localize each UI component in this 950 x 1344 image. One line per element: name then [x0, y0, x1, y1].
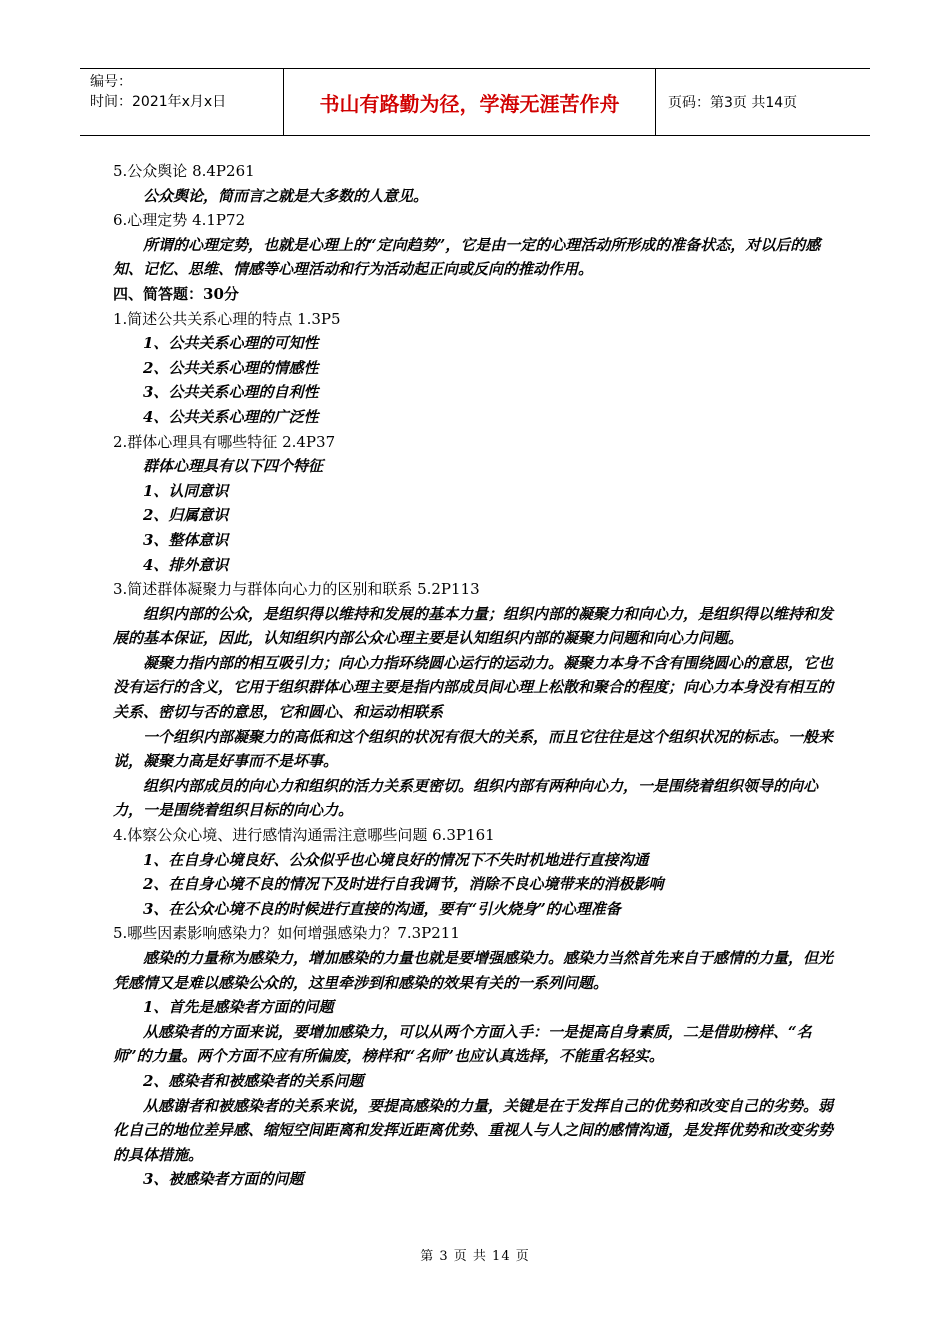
answer-paragraph: 从感染者的方面来说，要增加感染力，可以从两个方面入手：一是提高自身素质，二是借助榜样、“名师”的力量。两个方面不应有所偏废，榜样和“名师”也应认真选择，不能重名轻实。 [113, 1022, 812, 1066]
section-heading: 四、简答题：30分 [113, 284, 239, 303]
answer-paragraph: 2、在自身心境不良的情况下及时进行自我调节，消除不良心境带来的消极影响 [143, 875, 664, 894]
question-line: 1.简述公共关系心理的特点 1.3P5 [113, 309, 341, 328]
answer-paragraph: 1、在自身心境良好、公众似乎也心境良好的情况下不失时机地进行直接沟通 [143, 850, 649, 869]
answer-paragraph: 3、公共关系心理的自利性 [143, 383, 319, 402]
answer-paragraph: 感染的力量称为感染力，增加感染的力量也就是要增强感染力。感染力当然首先来自于感情的力量，但光凭感情又是难以感染公众的，这里牵涉到和感染的效果有关的一系列问题。 [113, 949, 834, 992]
page-header [80, 68, 870, 136]
motto: 书山有路勤为径，学海无涯苦作舟 [283, 69, 656, 135]
header-info [80, 69, 283, 135]
page-footer: 第 3 页 共 14 页 [420, 1249, 530, 1264]
answer-paragraph: 2、公共关系心理的情感性 [143, 358, 319, 377]
answer-paragraph: 群体心理具有以下四个特征 [143, 457, 324, 476]
answer-paragraph: 4、排外意识 [143, 555, 229, 574]
answer-paragraph: 1、认同意识 [143, 481, 229, 500]
answer-paragraph: 1、首先是感染者方面的问题 [143, 998, 334, 1017]
answer-paragraph: 3、整体意识 [143, 530, 229, 549]
answer-paragraph: 2、感染者和被感染者的关系问题 [143, 1071, 364, 1090]
question-line: 3.简述群体凝聚力与群体向心力的区别和联系 5.2P113 [113, 580, 480, 599]
question-line: 5.公众舆论 8.4P261 [113, 162, 255, 180]
answer-paragraph: 组织内部成员的向心力和组织的活力关系更密切。组织内部有两种向心力，一是围绕着组织领导的向心力，一是围绕着组织目标的向心力。 [113, 776, 819, 820]
number-label: 编号： [90, 74, 132, 90]
answer-paragraph: 公众舆论，简而言之就是大多数的人意见。 [143, 186, 429, 205]
answer-paragraph: 3、在公众心境不良的时候进行直接的沟通，要有“引火烧身”的心理准备 [143, 899, 621, 918]
document-body [113, 159, 841, 1192]
answer-paragraph: 从感谢者和被感染者的关系来说，要提高感染的力量，关键是在于发挥自己的优势和改变自己的劣势。弱化自己的地位差异感、缩短空间距离和发挥近距离优势、重视人与人之间的感情沟通，是发挥优势和改变劣势的具体措施。 [113, 1096, 834, 1164]
answer-paragraph: 所谓的心理定势，也就是心理上的“定向趋势”，它是由一定的心理活动所形成的准备状态，对以后的感知、记忆、思维、情感等心理活动和行为活动起正向或反向的推动作用。 [113, 235, 821, 279]
answer-paragraph: 一个组织内部凝聚力的高低和这个组织的状况有很大的关系，而且它往往是这个组织状况的标志。一般来说，凝聚力高是好事而不是坏事。 [113, 727, 834, 771]
time-label: 时间：2021年x月x日 [90, 94, 227, 110]
answer-paragraph: 1、公共关系心理的可知性 [143, 334, 319, 353]
question-line: 6.心理定势 4.1P72 [113, 211, 246, 230]
answer-paragraph: 凝聚力指内部的相互吸引力；向心力指环绕圆心运行的运动力。凝聚力本身不含有围绕圆心的意思，它也没有运行的含义，它用于组织群体心理主要是指内部成员间心理上松散和聚合的程度；向心力本身没有相互的关系、密切与否的意思，它和圆心、和运动相联系 [113, 653, 834, 722]
answer-paragraph: 3、被感染者方面的问题 [143, 1170, 304, 1189]
question-line: 5.哪些因素影响感染力？如何增强感染力？7.3P211 [113, 924, 460, 943]
answer-paragraph: 2、归属意识 [143, 506, 229, 525]
answer-paragraph: 4、公共关系心理的广泛性 [143, 407, 319, 426]
question-line: 4.体察公众心境、进行感情沟通需注意哪些问题 6.3P161 [113, 826, 495, 845]
page-label: 页码：第3页 共14页 [668, 95, 798, 111]
question-line: 2.群体心理具有哪些特征 2.4P37 [113, 432, 336, 451]
answer-paragraph: 组织内部的公众，是组织得以维持和发展的基本力量；组织内部的凝聚力和向心力，是组织得以维持和发展的基本保证，因此，认知组织内部公众心理主要是认知组织内部的凝聚力问题和向心力问题。 [113, 604, 834, 648]
